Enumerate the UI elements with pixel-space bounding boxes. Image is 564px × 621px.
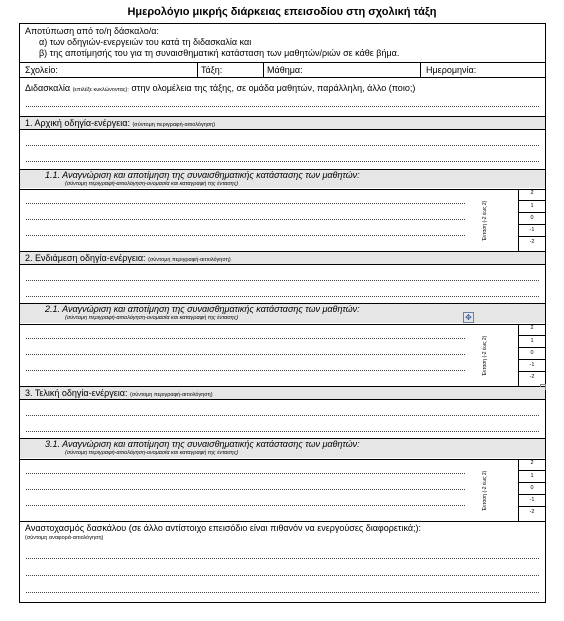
scale-cell[interactable]: 2 bbox=[530, 190, 534, 196]
writing-line bbox=[26, 161, 539, 162]
scale-cell[interactable]: 0 bbox=[519, 347, 545, 360]
subject-field[interactable]: Μάθημα: bbox=[267, 65, 303, 75]
reflection-heading: Αναστοχασμός δασκάλου (σε άλλο αντίστοιχο επεισόδιο είναι πιθανόν να ενεργούσες διαφορετικά;): bbox=[25, 523, 422, 533]
intensity-scale-label: Ένταση (-2 έως 2) bbox=[482, 335, 488, 377]
intensity-scale bbox=[518, 324, 546, 386]
class-field[interactable]: Τάξη: bbox=[201, 65, 223, 75]
scale-cell[interactable]: -1 bbox=[519, 359, 545, 372]
writing-line bbox=[26, 558, 539, 559]
date-field[interactable]: Ημερομηνία: bbox=[426, 65, 477, 75]
teaching-label: Διδασκαλία bbox=[25, 83, 71, 93]
writing-line bbox=[26, 370, 465, 371]
section-3-1-hint: (σύντομη περιγραφή-αιτιολόγηση-ονομασία και καταγραφή της έντασης) bbox=[65, 450, 239, 456]
scale-cell[interactable]: -1 bbox=[519, 494, 545, 507]
section-3-1-heading: 3.1. Αναγνώριση και αποτίμηση της συναισθηματικής κατάστασης των μαθητών: bbox=[45, 439, 360, 449]
intensity-scale-label: Ένταση (-2 έως 2) bbox=[482, 200, 488, 242]
intro-line-3: β) της αποτίμησής του για τη συναισθηματική κατάσταση των μαθητών/ριών σε κάθε βήμα. bbox=[39, 48, 400, 58]
writing-line bbox=[26, 431, 539, 432]
writing-line bbox=[26, 106, 539, 107]
scale-cell[interactable]: 1 bbox=[519, 335, 545, 348]
intensity-scale-label: Ένταση (-2 έως 2) bbox=[482, 470, 488, 512]
writing-line bbox=[26, 203, 465, 204]
teaching-hint: (επιλέξε κυκλώνοντας): bbox=[72, 87, 129, 93]
scale-cell[interactable]: 2 bbox=[530, 325, 534, 331]
scale-cell[interactable]: 2 bbox=[530, 460, 534, 466]
scale-cell[interactable]: -2 bbox=[519, 371, 545, 384]
section-2-1-hint: (σύντομη περιγραφή-αιτιολόγηση-ονομασία και καταγραφή της έντασης) bbox=[65, 315, 239, 321]
section-3-heading: 3. Τελική οδηγία-ενέργεια: (σύντομη περιγραφή-αιτιολόγηση) bbox=[25, 388, 213, 398]
teaching-mode bbox=[25, 83, 415, 93]
writing-line bbox=[26, 235, 465, 236]
intro-line-2: α) των οδηγιών-ενεργειών του κατά τη διδασκαλία και bbox=[39, 37, 252, 47]
writing-line bbox=[26, 415, 539, 416]
table-move-handle-icon[interactable]: ✥ bbox=[463, 312, 474, 323]
scale-cell[interactable]: -2 bbox=[519, 506, 545, 519]
section-2-1-heading: 2.1. Αναγνώριση και αποτίμηση της συναισθηματικής κατάστασης των μαθητών: bbox=[45, 304, 360, 314]
writing-line bbox=[26, 505, 465, 506]
scale-cell[interactable]: 0 bbox=[519, 482, 545, 495]
scale-cell[interactable]: 1 bbox=[519, 470, 545, 483]
writing-line bbox=[26, 338, 465, 339]
section-1-heading: 1. Αρχική οδηγία-ενέργεια: (σύντομη περιγραφή-αιτιολόγηση) bbox=[25, 118, 216, 128]
section-2-heading: 2. Ενδιάμεση οδηγία-ενέργεια: (σύντομη περιγραφή-αιτιολόγηση) bbox=[25, 253, 231, 263]
writing-line bbox=[26, 473, 465, 474]
intensity-scale bbox=[518, 459, 546, 521]
writing-line bbox=[26, 592, 539, 593]
intensity-scale bbox=[518, 189, 546, 251]
writing-line bbox=[26, 219, 465, 220]
episode-form bbox=[19, 23, 546, 603]
reflection-hint: (σύντομη αναφορά-αιτιολόγηση) bbox=[25, 535, 104, 541]
writing-line bbox=[26, 575, 539, 576]
writing-line bbox=[26, 489, 465, 490]
teaching-options[interactable]: στην ολομέλεια της τάξης, σε ομάδα μαθητών, παράλληλη, άλλο (ποιο;) bbox=[131, 83, 416, 93]
school-field[interactable]: Σχολείο: bbox=[25, 65, 58, 75]
section-1-1-hint: (σύντομη περιγραφή-αιτιολόγηση-ονομασία και καταγραφή της έντασης) bbox=[65, 181, 239, 187]
section-1-1-heading: 1.1. Αναγνώριση και αποτίμηση της συναισθηματικής κατάστασης των μαθητών: bbox=[45, 170, 360, 180]
intro-line-1: Αποτύπωση από το/η δάσκαλο/α: bbox=[25, 26, 159, 36]
scale-cell[interactable]: -2 bbox=[519, 236, 545, 249]
scale-cell[interactable]: -1 bbox=[519, 224, 545, 237]
writing-line bbox=[26, 354, 465, 355]
writing-line bbox=[26, 145, 539, 146]
scale-cell[interactable]: 1 bbox=[519, 200, 545, 213]
scale-cell[interactable]: 0 bbox=[519, 212, 545, 225]
writing-line bbox=[26, 296, 539, 297]
page-title: Ημερολόγιο μικρής διάρκειας επεισοδίου στη σχολική τάξη bbox=[127, 6, 437, 18]
writing-line bbox=[26, 280, 539, 281]
divider bbox=[20, 62, 545, 63]
